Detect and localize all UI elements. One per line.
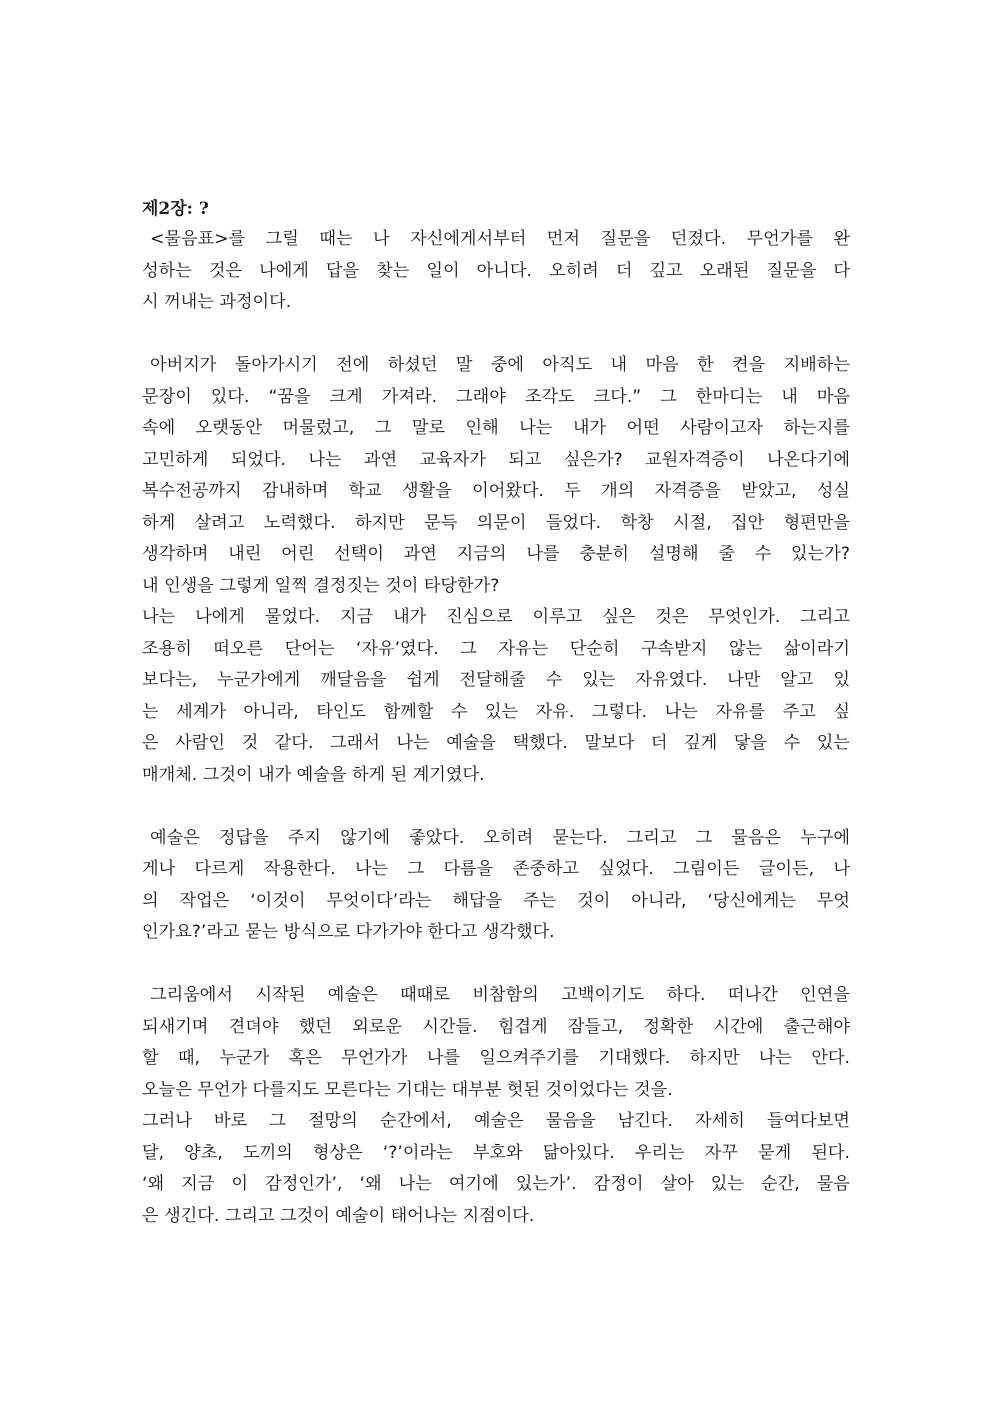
text-line: 예술은 정답을 주지 않기에 좋았다. 오히려 묻는다. 그리고 그 물음은 누구에 [150,827,850,848]
text-line: 는 세계가 아니라, 타인도 함께할 수 있는 자유. 그렇다. 나는 자유를 주고 싶 [142,701,850,722]
text-line: <물음표>를 그릴 때는 나 자신에게서부터 먼저 질문을 던졌다. 무언가를 완 [150,229,850,249]
text-line: 은 생긴다. 그리고 그것이 예술이 태어나는 지점이다. [142,1205,535,1226]
text-line: 내 인생을 그렇게 일찍 결정짓는 것이 타당한가? [142,575,500,596]
text-line: ‘왜 지금 이 감정인가’, ‘왜 나는 여기에 있는가’. 감정이 살아 있는 순간, 물음 [142,1174,850,1194]
paragraph-gap [142,949,850,981]
text-line: 아버지가 돌아가시기 전에 하셨던 말 중에 아직도 내 마음 한 켠을 지배하는 [150,355,850,375]
chapter-heading: 제2장: ? [142,199,209,219]
text-line: 시 꺼내는 과정이다. [142,292,292,312]
text-line: 문장이 있다. “꿈을 크게 가져라. 그래야 조각도 크다.” 그 한마디는 내 마음 [142,386,850,407]
paragraph-4 [142,823,850,949]
text-line: 의 작업은 ‘이것이 무엇이다’라는 해답을 주는 것이 아니라, ‘당신에게는 무엇 [142,890,850,911]
text-line: 그러나 바로 그 절망의 순간에서, 예술은 물음을 남긴다. 자세히 들여다보면 [142,1111,850,1131]
document-body [142,194,850,1232]
paragraph-3 [142,602,850,791]
text-line: 나는 나에게 물었다. 지금 내가 진심으로 이루고 싶은 것은 무엇인가. 그리고 [142,607,850,627]
paragraph-gap [142,319,850,351]
paragraph-2 [142,350,850,602]
text-line: 조용히 떠오른 단어는 ‘자유’였다. 그 자유는 단순히 구속받지 않는 삶이라기 [142,638,850,659]
text-line: 보다는, 누군가에게 깨달음을 쉽게 전달해줄 수 있는 자유였다. 나만 알고 있 [142,670,850,690]
text-line: 달, 양초, 도끼의 형상은 ‘?’이라는 부호와 닮아있다. 우리는 자꾸 묻게 된다. [142,1142,850,1163]
text-line: 성하는 것은 나에게 답을 찾는 일이 아니다. 오히려 더 깊고 오래된 질문을 다 [142,260,850,281]
text-line: 할 때, 누군가 혹은 무언가가 나를 일으켜주기를 기대했다. 하지만 나는 안다. [142,1048,850,1068]
text-line: 생각하며 내린 어린 선택이 과연 지금의 나를 충분히 설명해 줄 수 있는가? [142,544,850,564]
paragraph-1 [142,224,850,319]
text-line: 고민하게 되었다. 나는 과연 교육자가 되고 싶은가? 교원자격증이 나온다기에 [142,449,850,470]
paragraph-5 [142,980,850,1106]
text-line: 속에 오랫동안 머물렀고, 그 말로 인해 나는 내가 어떤 사람이고자 하는지를 [142,418,850,438]
text-line: 게나 다르게 작용한다. 나는 그 다름을 존중하고 싶었다. 그림이든 글이든, 나 [142,859,850,879]
text-line: 매개체. 그것이 내가 예술을 하게 된 계기였다. [142,764,485,785]
paragraph-6 [142,1106,850,1232]
text-line: 되새기며 견뎌야 했던 외로운 시간들. 힘겹게 잠들고, 정확한 시간에 출근해야 [142,1016,850,1037]
text-line: 하게 살려고 노력했다. 하지만 문득 의문이 들었다. 학창 시절, 집안 형편만을 [142,512,850,533]
text-line: 복수전공까지 감내하며 학교 생활을 이어왔다. 두 개의 자격증을 받았고, 성실 [142,481,850,501]
text-line: 그리움에서 시작된 예술은 때때로 비참함의 고백이기도 하다. 떠나간 인연을 [150,985,850,1005]
text-line: 오늘은 무언가 다를지도 모른다는 기대는 대부분 헛된 것이었다는 것을. [142,1079,673,1100]
paragraph-gap [142,791,850,823]
text-line: 은 사람인 것 같다. 그래서 나는 예술을 택했다. 말보다 더 깊게 닿을 수 있는 [142,733,850,753]
text-line: 인가요?’라고 묻는 방식으로 다가가야 한다고 생각했다. [142,922,555,942]
